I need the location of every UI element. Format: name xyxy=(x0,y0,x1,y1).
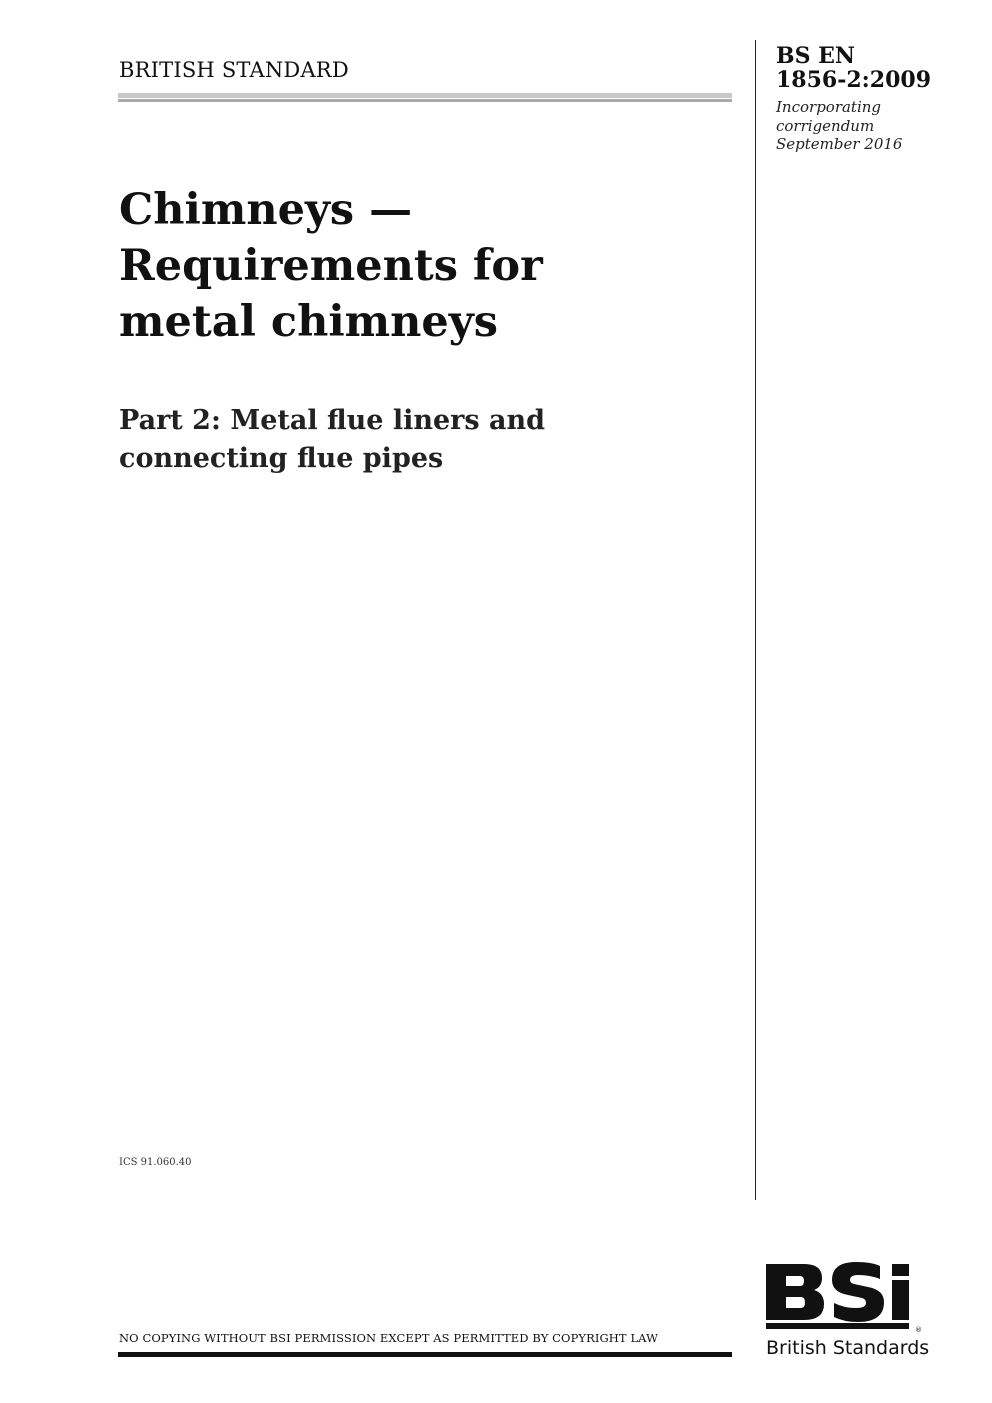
bsi-logo-mark xyxy=(766,1262,909,1329)
header-rule xyxy=(118,93,732,102)
standard-note xyxy=(776,98,902,154)
document-subtitle-line1: Part 2: Metal flue liners and xyxy=(119,405,546,436)
registered-mark: ® xyxy=(915,1326,922,1334)
standard-number-line1: BS EN xyxy=(776,43,856,69)
ics-code: ICS 91.060.40 xyxy=(119,1157,192,1168)
document-title xyxy=(119,182,719,350)
standard-note-line3: September 2016 xyxy=(776,135,903,153)
standard-note-line2: corrigendum xyxy=(776,116,875,135)
document-subtitle-line2: connecting flue pipes xyxy=(119,443,444,474)
standard-number-line2: 1856-2:2009 xyxy=(776,67,932,93)
document-title-line2: Requirements for xyxy=(119,241,543,291)
document-title-line3: metal chimneys xyxy=(119,297,498,347)
copyright-notice: NO COPYING WITHOUT BSI PERMISSION EXCEPT AS PERMITTED BY COPYRIGHT LAW xyxy=(119,1331,659,1345)
bottom-rule xyxy=(118,1352,732,1357)
standard-number xyxy=(776,44,931,92)
document-title-line1: Chimneys — xyxy=(119,185,413,235)
header-label: BRITISH STANDARD xyxy=(119,58,349,82)
document-subtitle xyxy=(119,402,719,478)
bsi-logo-caption: British Standards xyxy=(766,1337,930,1359)
standard-note-line1: Incorporating xyxy=(776,98,882,116)
vertical-divider xyxy=(755,40,756,1200)
